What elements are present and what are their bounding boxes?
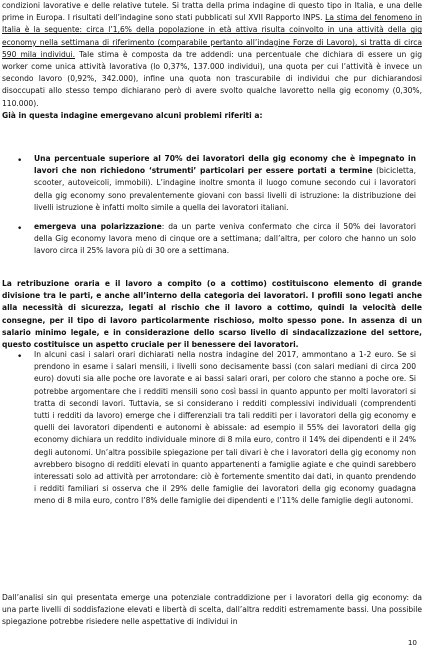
bullet-item-1-text: (bicicletta, scooter, autoveicoli, immobili). L’indagine inoltre smonta il luogo comune secondo cui i lavoratori della gig economy sono prevalentemente giovani con bassi livelli di istruzione: la distribuzione dei livelli istruzione è infatti molto simile a quella dei lavoratori italiani.	[34, 166, 416, 212]
bullet-item-1-bold: Una percentuale superiore al 70% dei lavoratori della gig economy che è impegnato in lavori che non richiedono ‘strumenti’ particolari per essere portati a termine	[34, 154, 416, 176]
problems-lead-in: Già in questa indagine emergevano alcuni problemi riferiti a:	[2, 110, 263, 120]
page-number: 10	[407, 638, 417, 647]
intro-text: condizioni lavorative e delle relative tutele. Si tratta della prima indagine di questo tipo in Italia, e una delle prime in Europa. I risultati dell’indagine sono stati pubblicati sul XVII Rapporto INPS.	[2, 1, 422, 23]
underlined-estimate: La stima del fenomeno in Italia è la seguente: circa l’1,6% della popolazione in età attiva risulta coinvolto in una attività della gig economy nella settimana di riferimento (comparabile pertanto all’indagine Forze di Lavoro), si tratta di circa 590 mila individui.	[2, 13, 423, 59]
paragraph-retribution: La retribuzione oraria e il lavoro a compito (o a cottimo) costituiscono elemento di grande divisione tra le parti, e anche all’interno della categoria dei lavoratori. I profili sono legati anche alla necessità di sicurezza, legati al rischio che il lavoro a cottimo, quindi la velocità delle consegne, per il tipo di lavoro particolarmente rischioso, molto spesso pone. In assenza di un salario minimo legale, e in considerazione dello scarso livello di sindacalizzazione del settore, questo costituisce un aspetto cruciale per il benessere dei lavoratori.	[2, 279, 422, 350]
bullet-item-2-text: : da un parte veniva confermato che circa il 50% dei lavoratori della Gig economy lavora meno di cinque ore a settimana; dall’altra, per coloro che hanno un solo lavoro circa il 25% lavora più di 30 ore a settimana.	[34, 222, 416, 256]
paragraph-conclusion: Dall’analisi sin qui presentata emerge una potenziale contraddizione per i lavoratori della gig economy: da una parte livelli di soddisfazione elevati e libertà di scelta, dall’altra redditi estremamente bassi. Una possibile spiegazione potrebbe risiedere nelle aspettative di individui in	[2, 593, 422, 627]
estimate-breakdown-text: Tale stima è composta da tre addendi: una percentuale che dichiara di essere un gig worker come unica attività lavorativa (lo 0,37%, 137.000 individui), una quota per cui l’attività è invece un secondo lavoro (0,92%, 342.000), infine una quota non trascurabile di individui che pur dichiarandosi disoccupati allo stesso tempo dichiarano però di avere svolto qualche lavoretto nella gig economy (0,30%, 110.000).	[2, 49, 422, 108]
bullet-marker: •	[17, 156, 23, 166]
bullet-item-3: In alcuni casi i salari orari dichiarati nella nostra indagine del 2017, ammontano a 1-2 euro. Se si prendono in esame i salari mensili, i livelli sono decisamente bassi (con salari mediani di circa 200 euro) dovuti sia alle poche ore lavorate e ai bassi salari orari, per coloro che stanno a poche ore. Si potrebbe argomentare che i redditi mensili sono così bassi in quanto appunto per molti lavoratori si tratta di secondi lavori. Tuttavia, se si considerano i redditi complessivi individuali (comprendenti tutti i redditi da lavoro) emerge che i differenziali tra tali redditi per i lavoratori della gig economy e quelli dei lavoratori dipendenti e autonomi è abissale: ad esempio il 55% dei lavoratori della gig economy dichiara un reddito individuale minore di 8 mila euro, contro il 14% dei dipendenti e il 24% degli autonomi. Un’altra possibile spiegazione per tali divari è che i lavoratori della gig economy non avrebbero bisogno di redditi elevati in quanto appartenenti a famiglie agiate e che quindi sarebbero interessati solo ad attività per arrotondare: ciò è fortemente smentito dai dati, in quanto prendendo i redditi familiari si osserva che il 29% delle famiglie dei lavoratori della gig economy guadagna meno di 8 mila euro, contro l’8% delle famiglie dei dipendenti e l’11% delle famiglie degli autonomi.	[34, 350, 416, 506]
bullet-item-2-bold: emergeva una polarizzazione	[34, 222, 162, 231]
bullet-marker: •	[17, 224, 23, 234]
bullet-marker: •	[17, 352, 23, 362]
bullet-item-1	[34, 153, 416, 214]
paragraph-intro	[2, 0, 422, 122]
bullet-item-2	[34, 221, 416, 258]
